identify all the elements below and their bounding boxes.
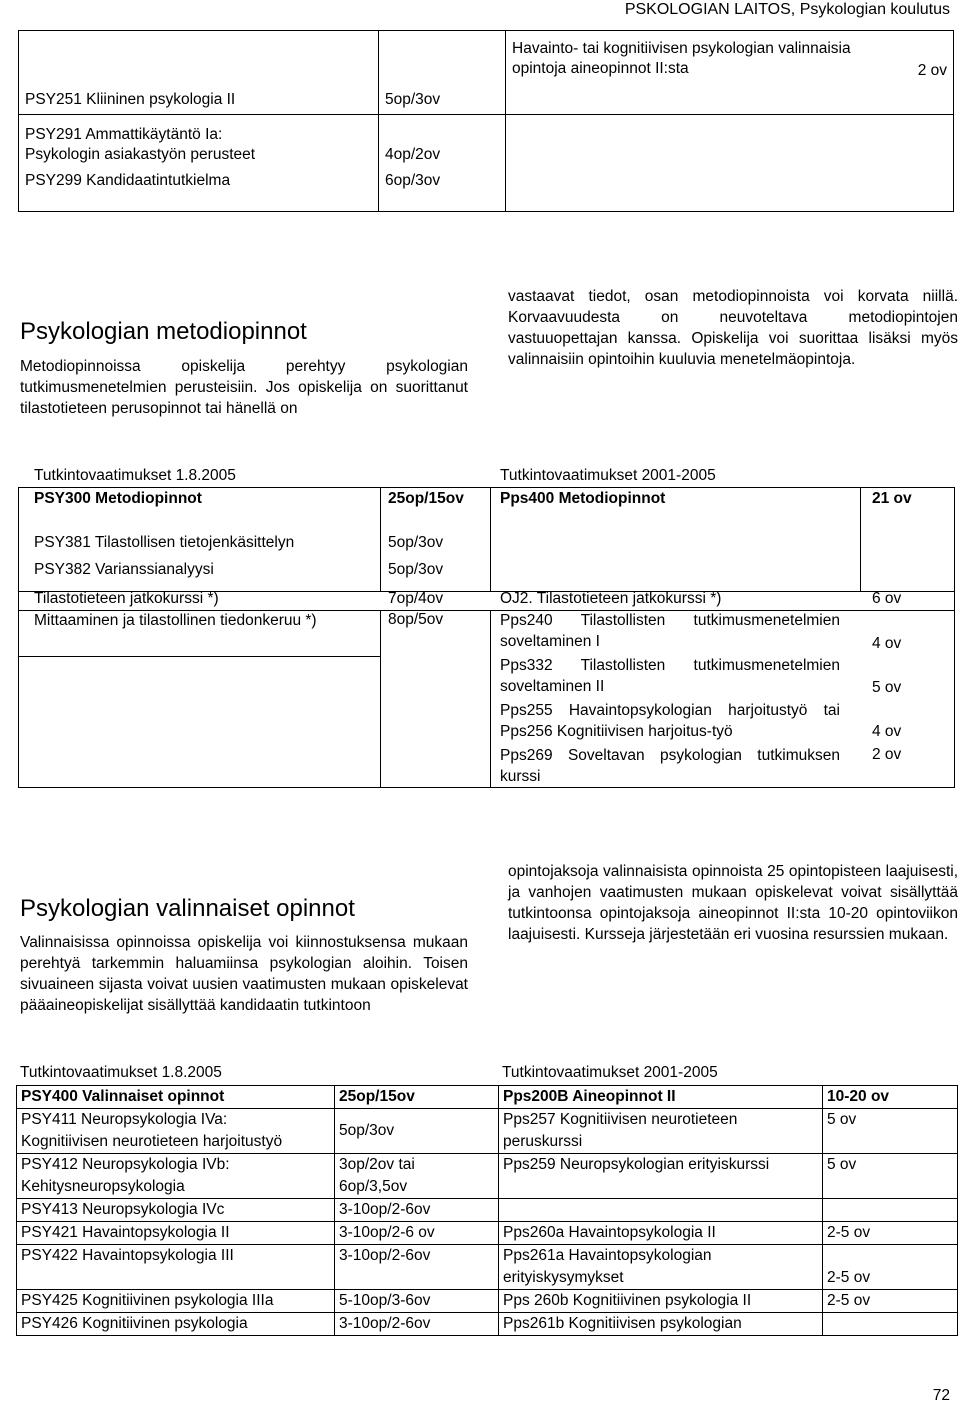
table3-right-header: Tutkintovaatimukset 2001-2005	[502, 1064, 718, 1081]
table-cell: PSY412 Neuropsykologia IVb: Kehitysneuropsykologia	[17, 1154, 335, 1199]
table-cell: PSY400 Valinnaiset opinnot	[17, 1086, 335, 1109]
valinnaiset-left-paragraph: Valinnaisissa opinnoissa opiskelija voi kiinnostuksensa mukaan perehtyä tarkemmin haluamiinsa psykologian aloihin. Toisen sivuaineen sijasta voivat uusien vaatimusten mukaan opiskelevat pääaineopiskelijat sisällyttää kandidaatin tutkintoon	[20, 934, 468, 1014]
table2-cell: PSY300 Metodiopinnot	[34, 490, 202, 507]
table-cell: PSY251 Kliininen psykologia II	[19, 31, 379, 115]
table2-cell: 5 ov	[872, 679, 902, 696]
table2-cell: Pps269 Soveltavan psykologian tutkimuksen kurssi	[500, 747, 840, 785]
table-cell: Pps200B Aineopinnot II	[499, 1086, 823, 1109]
table2-cell: PSY382 Varianssianalyysi	[34, 561, 214, 578]
table-cell: Havainto- tai kognitiivisen psykologian valinnaisia opintoja aineopinnot II:sta	[506, 31, 861, 115]
table-cell: Pps260a Havaintopsykologia II	[499, 1222, 823, 1245]
metodi-left-paragraph: Metodiopinnoissa opiskelija perehtyy psykologian tutkimusmenetelmien perusteisiin. Jos opiskelija on suorittanut tilastotieteen perusopinnot tai hänellä on	[20, 358, 468, 417]
table-cell: Pps261a Havaintopsykologian erityiskysymykset	[499, 1245, 823, 1290]
table-cell	[379, 115, 506, 212]
table-row	[17, 1086, 958, 1109]
table2-rule	[18, 610, 955, 611]
table2-cell: 4 ov	[872, 723, 902, 740]
table-cell	[823, 1313, 958, 1336]
table-row	[17, 1222, 958, 1245]
section-title-valinnaiset: Psykologian valinnaiset opinnot	[20, 895, 355, 922]
table2-cell: OJ2. Tilastotieteen jatkokurssi *)	[500, 590, 722, 607]
table-row	[17, 1199, 958, 1222]
table2-cell: 21 ov	[872, 490, 912, 507]
table2-rule	[380, 487, 381, 591]
section-title-metodi: Psykologian metodiopinnot	[20, 318, 307, 345]
table2-cell: Mittaaminen ja tilastollinen tiedonkeruu *)	[34, 612, 317, 629]
table2-cell: Pps255 Havaintopsykologian harjoitustyö tai Pps256 Kognitiivisen harjoitus-työ	[500, 702, 840, 740]
table-cell: PSY411 Neuropsykologia IVa: Kognitiivisen neurotieteen harjoitustyö	[17, 1109, 335, 1154]
table-cell: 2 ov	[861, 31, 954, 115]
table2-cell: 6 ov	[872, 590, 902, 607]
table-row	[17, 1109, 958, 1154]
table2-cell: PSY381 Tilastollisen tietojenkäsittelyn	[34, 534, 295, 551]
table-cell: 2-5 ov	[823, 1222, 958, 1245]
table2-cell: Pps332 Tilastollisten tutkimusmenetelmien soveltaminen II	[500, 657, 840, 695]
table-cell: 3op/2ov tai 6op/3,5ov	[335, 1154, 499, 1199]
table-cell: Pps257 Kognitiivisen neurotieteen peruskurssi	[499, 1109, 823, 1154]
table-cell: 3-10op/2-6 ov	[335, 1222, 499, 1245]
table-cell: 2-5 ov	[823, 1245, 958, 1290]
table2-rule	[18, 656, 380, 657]
table-cell: PSY422 Havaintopsykologia III	[17, 1245, 335, 1290]
table-cell	[506, 115, 954, 212]
table2-rule	[490, 610, 491, 788]
table2-cell: 8op/5ov	[388, 611, 444, 628]
page-header: PSKOLOGIAN LAITOS, Psykologian koulutus	[624, 1, 950, 18]
page-number: 72	[932, 1387, 950, 1404]
table-cell: 2-5 ov	[823, 1290, 958, 1313]
table-cell	[499, 1199, 823, 1222]
table-row	[17, 1290, 958, 1313]
metodi-right-paragraph: vastaavat tiedot, osan metodiopinnoista voi korvata niillä. Korvaavuudesta on neuvoteltava metodiopintojen vastuuopettajan kanssa. Opiskelija voi suorittaa lisäksi myös valinnaisiin opintoihin kuuluvia menetelmäopintoja.	[508, 288, 958, 368]
table-cell: Pps261b Kognitiivisen psykologian	[499, 1313, 823, 1336]
table-cell: PSY413 Neuropsykologia IVc	[17, 1199, 335, 1222]
valinnaiset-right-paragraph: opintojaksoja valinnaisista opinnoista 25 opintopisteen laajuisesti, ja vanhojen vaatimusten mukaan opiskelevat voivat sisällyttää tutkintoonsa opintojaksoja aineopinnot II:sta 10-20 opintoviikon laajuisesti. Kursseja järjestetään eri vuosina resurssien mukaan.	[508, 863, 958, 943]
table-cell: 3-10op/2-6ov	[335, 1313, 499, 1336]
table-cell: PSY426 Kognitiivinen psykologia	[17, 1313, 335, 1336]
course-line: PSY291 Ammattikäytäntö Ia:	[25, 126, 223, 143]
table-cell: 3-10op/2-6ov	[335, 1199, 499, 1222]
table-cell: 5-10op/3-6ov	[335, 1290, 499, 1313]
table2-cell: 7op/4ov	[388, 590, 444, 607]
table2-rule	[490, 487, 491, 591]
table3	[16, 1085, 958, 1336]
table-cell	[19, 115, 379, 212]
credits-line: 6op/3ov	[385, 172, 441, 190]
table-cell: PSY421 Havaintopsykologia II	[17, 1222, 335, 1245]
top-course-table	[18, 30, 954, 212]
course-line: Psykologin asiakastyön perusteet	[25, 146, 256, 164]
table-row	[17, 1154, 958, 1199]
table-cell: Pps 260b Kognitiivinen psykologia II	[499, 1290, 823, 1313]
credits-line: 4op/2ov	[385, 146, 441, 163]
table2-left-header: Tutkintovaatimukset 1.8.2005	[34, 467, 236, 484]
table2-cell: 25op/15ov	[388, 490, 464, 507]
table-cell: 10-20 ov	[823, 1086, 958, 1109]
table-cell	[823, 1199, 958, 1222]
table2-cell: 5op/3ov	[388, 561, 444, 578]
table2-cell: Pps400 Metodiopinnot	[500, 490, 666, 507]
table2-rule	[380, 610, 381, 788]
table-row	[17, 1313, 958, 1336]
table2-cell: 2 ov	[872, 746, 902, 763]
table-cell: 5op/3ov	[379, 31, 506, 115]
table2-right-header: Tutkintovaatimukset 2001-2005	[500, 467, 716, 484]
table2-cell: 4 ov	[872, 635, 902, 652]
table-cell: 5 ov	[823, 1154, 958, 1199]
table-cell: 5op/3ov	[335, 1109, 499, 1154]
table-cell: 3-10op/2-6ov	[335, 1245, 499, 1290]
table2-rule	[18, 591, 955, 592]
table2-rule	[860, 487, 861, 591]
table-cell: Pps259 Neuropsykologian erityiskurssi	[499, 1154, 823, 1199]
table3-left-header: Tutkintovaatimukset 1.8.2005	[20, 1064, 222, 1081]
table2-cell: Pps240 Tilastollisten tutkimusmenetelmien soveltaminen I	[500, 612, 840, 650]
table-row	[17, 1245, 958, 1290]
table-cell: 25op/15ov	[335, 1086, 499, 1109]
table-cell: 5 ov	[823, 1109, 958, 1154]
course-line: PSY299 Kandidaatintutkielma	[25, 172, 231, 190]
table-cell: PSY425 Kognitiivinen psykologia IIIa	[17, 1290, 335, 1313]
table2-cell: Tilastotieteen jatkokurssi *)	[34, 590, 219, 607]
table2-cell: 5op/3ov	[388, 534, 444, 551]
